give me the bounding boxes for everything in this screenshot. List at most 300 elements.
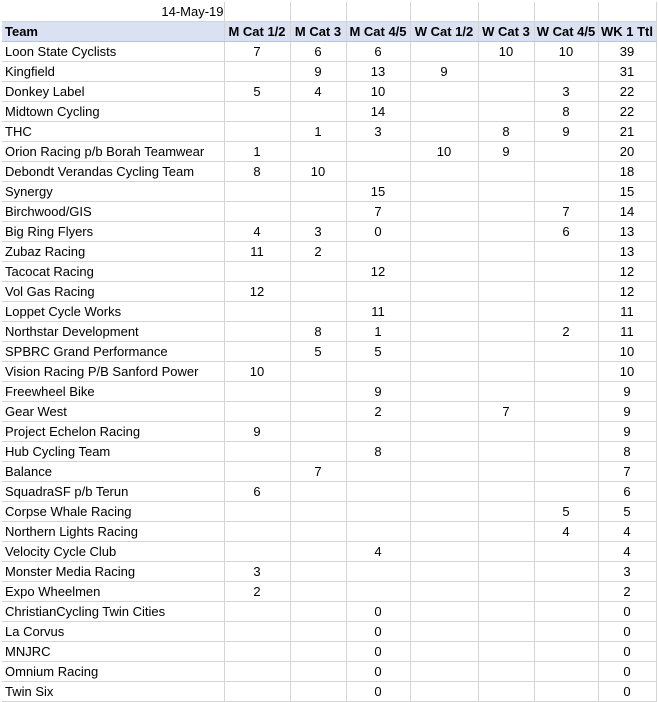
m-cat-4-5-cell[interactable]: 5 (346, 342, 410, 362)
w-cat-1-2-cell[interactable] (410, 382, 478, 402)
m-cat-4-5-cell[interactable] (346, 522, 410, 542)
m-cat-1-2-cell[interactable] (224, 182, 290, 202)
header-row (2, 22, 656, 42)
team-name-cell[interactable]: Omnium Racing (2, 662, 224, 682)
team-name-cell[interactable]: Kingfield (2, 62, 224, 82)
m-cat-4-5-cell[interactable]: 0 (346, 642, 410, 662)
wk1-total-cell[interactable]: 8 (598, 442, 656, 462)
header-team[interactable]: Team (2, 22, 224, 42)
table-body (2, 2, 656, 702)
w-cat-1-2-cell[interactable]: 9 (410, 62, 478, 82)
m-cat-1-2-cell[interactable] (224, 302, 290, 322)
table-row (2, 302, 656, 322)
m-cat-1-2-cell[interactable]: 12 (224, 282, 290, 302)
empty-cell[interactable] (598, 2, 656, 22)
m-cat-3-cell[interactable] (290, 142, 346, 162)
wk1-total-cell[interactable]: 10 (598, 362, 656, 382)
table-row (2, 542, 656, 562)
table-row (2, 662, 656, 682)
wk1-total-cell[interactable]: 0 (598, 622, 656, 642)
m-cat-3-cell[interactable] (290, 482, 346, 502)
w-cat-1-2-cell[interactable] (410, 422, 478, 442)
wk1-total-cell[interactable]: 31 (598, 62, 656, 82)
m-cat-4-5-cell[interactable]: 0 (346, 222, 410, 242)
w-cat-3-cell[interactable] (478, 642, 534, 662)
m-cat-1-2-cell[interactable] (224, 542, 290, 562)
w-cat-3-cell[interactable] (478, 562, 534, 582)
wk1-total-cell[interactable]: 7 (598, 462, 656, 482)
w-cat-3-cell[interactable] (478, 102, 534, 122)
m-cat-1-2-cell[interactable] (224, 402, 290, 422)
w-cat-4-5-cell[interactable]: 6 (534, 222, 598, 242)
team-name-cell[interactable]: Freewheel Bike (2, 382, 224, 402)
w-cat-1-2-cell[interactable] (410, 222, 478, 242)
table-row (2, 462, 656, 482)
table-row (2, 242, 656, 262)
m-cat-1-2-cell[interactable]: 3 (224, 562, 290, 582)
w-cat-3-cell[interactable]: 8 (478, 122, 534, 142)
m-cat-1-2-cell[interactable]: 5 (224, 82, 290, 102)
wk1-total-cell[interactable]: 2 (598, 582, 656, 602)
wk1-total-cell[interactable]: 12 (598, 262, 656, 282)
wk1-total-cell[interactable]: 9 (598, 402, 656, 422)
wk1-total-cell[interactable]: 6 (598, 482, 656, 502)
m-cat-1-2-cell[interactable]: 1 (224, 142, 290, 162)
m-cat-3-cell[interactable] (290, 442, 346, 462)
m-cat-3-cell[interactable] (290, 382, 346, 402)
w-cat-1-2-cell[interactable] (410, 622, 478, 642)
w-cat-4-5-cell[interactable] (534, 142, 598, 162)
wk1-total-cell[interactable]: 0 (598, 682, 656, 702)
w-cat-1-2-cell[interactable] (410, 442, 478, 462)
w-cat-1-2-cell[interactable] (410, 302, 478, 322)
wk1-total-cell[interactable]: 13 (598, 222, 656, 242)
w-cat-1-2-cell[interactable] (410, 582, 478, 602)
m-cat-4-5-cell[interactable] (346, 242, 410, 262)
w-cat-1-2-cell[interactable] (410, 162, 478, 182)
w-cat-3-cell[interactable] (478, 162, 534, 182)
team-name-cell[interactable]: Twin Six (2, 682, 224, 702)
date-cell[interactable]: 14-May-19 (2, 2, 224, 22)
team-name-cell[interactable]: SquadraSF p/b Terun (2, 482, 224, 502)
m-cat-4-5-cell[interactable]: 8 (346, 442, 410, 462)
m-cat-1-2-cell[interactable] (224, 682, 290, 702)
wk1-total-cell[interactable]: 13 (598, 242, 656, 262)
wk1-total-cell[interactable]: 0 (598, 642, 656, 662)
w-cat-4-5-cell[interactable]: 3 (534, 82, 598, 102)
w-cat-4-5-cell[interactable] (534, 342, 598, 362)
w-cat-3-cell[interactable] (478, 262, 534, 282)
w-cat-4-5-cell[interactable] (534, 682, 598, 702)
m-cat-1-2-cell[interactable] (224, 62, 290, 82)
m-cat-1-2-cell[interactable] (224, 462, 290, 482)
w-cat-4-5-cell[interactable] (534, 462, 598, 482)
table-row (2, 642, 656, 662)
table-row (2, 382, 656, 402)
m-cat-4-5-cell[interactable]: 0 (346, 662, 410, 682)
w-cat-4-5-cell[interactable]: 7 (534, 202, 598, 222)
wk1-total-cell[interactable]: 15 (598, 182, 656, 202)
team-name-cell[interactable]: Project Echelon Racing (2, 422, 224, 442)
m-cat-4-5-cell[interactable]: 7 (346, 202, 410, 222)
w-cat-1-2-cell[interactable] (410, 462, 478, 482)
m-cat-1-2-cell[interactable]: 2 (224, 582, 290, 602)
w-cat-3-cell[interactable] (478, 442, 534, 462)
m-cat-1-2-cell[interactable] (224, 662, 290, 682)
wk1-total-cell[interactable]: 21 (598, 122, 656, 142)
m-cat-4-5-cell[interactable] (346, 142, 410, 162)
table-row (2, 202, 656, 222)
w-cat-4-5-cell[interactable] (534, 182, 598, 202)
w-cat-4-5-cell[interactable]: 8 (534, 102, 598, 122)
header-wk1-total[interactable]: WK 1 Ttl (598, 22, 656, 42)
m-cat-3-cell[interactable] (290, 262, 346, 282)
m-cat-3-cell[interactable] (290, 642, 346, 662)
header-m-cat-1-2[interactable]: M Cat 1/2 (224, 22, 290, 42)
header-w-cat-4-5[interactable]: W Cat 4/5 (534, 22, 598, 42)
m-cat-4-5-cell[interactable] (346, 362, 410, 382)
table-row (2, 422, 656, 442)
m-cat-1-2-cell[interactable]: 11 (224, 242, 290, 262)
table-row (2, 482, 656, 502)
team-name-cell[interactable]: Expo Wheelmen (2, 582, 224, 602)
w-cat-1-2-cell[interactable] (410, 102, 478, 122)
empty-cell[interactable] (346, 2, 410, 22)
w-cat-4-5-cell[interactable] (534, 562, 598, 582)
w-cat-1-2-cell[interactable] (410, 542, 478, 562)
empty-cell[interactable] (410, 2, 478, 22)
w-cat-3-cell[interactable] (478, 362, 534, 382)
w-cat-3-cell[interactable] (478, 322, 534, 342)
m-cat-3-cell[interactable]: 1 (290, 122, 346, 142)
w-cat-3-cell[interactable] (478, 342, 534, 362)
m-cat-1-2-cell[interactable] (224, 342, 290, 362)
w-cat-4-5-cell[interactable] (534, 542, 598, 562)
wk1-total-cell[interactable]: 11 (598, 302, 656, 322)
w-cat-4-5-cell[interactable] (534, 282, 598, 302)
wk1-total-cell[interactable]: 4 (598, 542, 656, 562)
w-cat-3-cell[interactable] (478, 222, 534, 242)
w-cat-4-5-cell[interactable] (534, 362, 598, 382)
w-cat-3-cell[interactable] (478, 62, 534, 82)
w-cat-4-5-cell[interactable] (534, 642, 598, 662)
m-cat-3-cell[interactable] (290, 182, 346, 202)
team-name-cell[interactable]: Northern Lights Racing (2, 522, 224, 542)
w-cat-1-2-cell[interactable] (410, 342, 478, 362)
table-row (2, 182, 656, 202)
table-row (2, 322, 656, 342)
w-cat-4-5-cell[interactable] (534, 622, 598, 642)
w-cat-1-2-cell[interactable] (410, 562, 478, 582)
w-cat-1-2-cell[interactable] (410, 82, 478, 102)
w-cat-3-cell[interactable] (478, 462, 534, 482)
w-cat-1-2-cell[interactable] (410, 122, 478, 142)
w-cat-3-cell[interactable] (478, 582, 534, 602)
w-cat-3-cell[interactable] (478, 282, 534, 302)
w-cat-4-5-cell[interactable] (534, 442, 598, 462)
w-cat-4-5-cell[interactable] (534, 602, 598, 622)
team-name-cell[interactable]: Balance (2, 462, 224, 482)
team-name-cell[interactable]: Tacocat Racing (2, 262, 224, 282)
m-cat-3-cell[interactable] (290, 622, 346, 642)
m-cat-4-5-cell[interactable] (346, 502, 410, 522)
w-cat-3-cell[interactable] (478, 662, 534, 682)
m-cat-3-cell[interactable] (290, 682, 346, 702)
team-name-cell[interactable]: Big Ring Flyers (2, 222, 224, 242)
m-cat-3-cell[interactable]: 7 (290, 462, 346, 482)
team-name-cell[interactable]: Northstar Development (2, 322, 224, 342)
header-w-cat-3[interactable]: W Cat 3 (478, 22, 534, 42)
wk1-total-cell[interactable]: 9 (598, 422, 656, 442)
m-cat-1-2-cell[interactable] (224, 522, 290, 542)
team-name-cell[interactable]: La Corvus (2, 622, 224, 642)
w-cat-3-cell[interactable] (478, 182, 534, 202)
m-cat-1-2-cell[interactable] (224, 322, 290, 342)
m-cat-3-cell[interactable] (290, 362, 346, 382)
w-cat-1-2-cell[interactable] (410, 402, 478, 422)
m-cat-3-cell[interactable] (290, 302, 346, 322)
m-cat-1-2-cell[interactable] (224, 122, 290, 142)
m-cat-1-2-cell[interactable]: 8 (224, 162, 290, 182)
m-cat-3-cell[interactable]: 10 (290, 162, 346, 182)
table-row (2, 142, 656, 162)
wk1-total-cell[interactable]: 22 (598, 102, 656, 122)
m-cat-4-5-cell[interactable] (346, 482, 410, 502)
w-cat-3-cell[interactable] (478, 82, 534, 102)
w-cat-1-2-cell[interactable] (410, 42, 478, 62)
w-cat-4-5-cell[interactable] (534, 262, 598, 282)
table-row (2, 362, 656, 382)
w-cat-1-2-cell[interactable] (410, 282, 478, 302)
team-name-cell[interactable]: Donkey Label (2, 82, 224, 102)
team-name-cell[interactable]: THC (2, 122, 224, 142)
w-cat-3-cell[interactable] (478, 682, 534, 702)
m-cat-4-5-cell[interactable]: 6 (346, 42, 410, 62)
m-cat-4-5-cell[interactable]: 0 (346, 682, 410, 702)
m-cat-3-cell[interactable]: 2 (290, 242, 346, 262)
w-cat-3-cell[interactable] (478, 202, 534, 222)
w-cat-4-5-cell[interactable] (534, 482, 598, 502)
m-cat-4-5-cell[interactable]: 12 (346, 262, 410, 282)
m-cat-1-2-cell[interactable]: 10 (224, 362, 290, 382)
w-cat-1-2-cell[interactable] (410, 322, 478, 342)
w-cat-4-5-cell[interactable] (534, 582, 598, 602)
w-cat-4-5-cell[interactable]: 5 (534, 502, 598, 522)
team-name-cell[interactable]: Vol Gas Racing (2, 282, 224, 302)
m-cat-1-2-cell[interactable] (224, 442, 290, 462)
w-cat-1-2-cell[interactable] (410, 502, 478, 522)
team-name-cell[interactable]: Velocity Cycle Club (2, 542, 224, 562)
wk1-total-cell[interactable]: 4 (598, 522, 656, 542)
w-cat-3-cell[interactable] (478, 382, 534, 402)
w-cat-4-5-cell[interactable] (534, 402, 598, 422)
m-cat-3-cell[interactable] (290, 602, 346, 622)
team-name-cell[interactable]: Hub Cycling Team (2, 442, 224, 462)
team-name-cell[interactable]: Debondt Verandas Cycling Team (2, 162, 224, 182)
m-cat-1-2-cell[interactable]: 7 (224, 42, 290, 62)
w-cat-4-5-cell[interactable] (534, 162, 598, 182)
m-cat-3-cell[interactable]: 5 (290, 342, 346, 362)
w-cat-1-2-cell[interactable] (410, 362, 478, 382)
w-cat-3-cell[interactable]: 9 (478, 142, 534, 162)
m-cat-3-cell[interactable] (290, 582, 346, 602)
wk1-total-cell[interactable]: 9 (598, 382, 656, 402)
wk1-total-cell[interactable]: 5 (598, 502, 656, 522)
w-cat-1-2-cell[interactable] (410, 602, 478, 622)
w-cat-1-2-cell[interactable] (410, 682, 478, 702)
standings-table (2, 2, 657, 702)
w-cat-1-2-cell[interactable] (410, 182, 478, 202)
w-cat-4-5-cell[interactable] (534, 302, 598, 322)
m-cat-3-cell[interactable] (290, 202, 346, 222)
m-cat-4-5-cell[interactable] (346, 462, 410, 482)
m-cat-3-cell[interactable] (290, 402, 346, 422)
header-m-cat-3[interactable]: M Cat 3 (290, 22, 346, 42)
m-cat-3-cell[interactable]: 9 (290, 62, 346, 82)
m-cat-3-cell[interactable]: 8 (290, 322, 346, 342)
wk1-total-cell[interactable]: 20 (598, 142, 656, 162)
team-name-cell[interactable]: Birchwood/GIS (2, 202, 224, 222)
w-cat-1-2-cell[interactable] (410, 662, 478, 682)
team-name-cell[interactable]: Midtown Cycling (2, 102, 224, 122)
m-cat-1-2-cell[interactable] (224, 382, 290, 402)
w-cat-3-cell[interactable] (478, 542, 534, 562)
m-cat-4-5-cell[interactable]: 10 (346, 82, 410, 102)
w-cat-3-cell[interactable] (478, 522, 534, 542)
w-cat-4-5-cell[interactable]: 9 (534, 122, 598, 142)
wk1-total-cell[interactable]: 22 (598, 82, 656, 102)
m-cat-1-2-cell[interactable]: 4 (224, 222, 290, 242)
empty-cell[interactable] (534, 2, 598, 22)
team-name-cell[interactable]: ChristianCycling Twin Cities (2, 602, 224, 622)
m-cat-4-5-cell[interactable] (346, 422, 410, 442)
w-cat-4-5-cell[interactable] (534, 422, 598, 442)
m-cat-4-5-cell[interactable] (346, 562, 410, 582)
w-cat-3-cell[interactable] (478, 242, 534, 262)
w-cat-1-2-cell[interactable] (410, 482, 478, 502)
m-cat-4-5-cell[interactable]: 2 (346, 402, 410, 422)
team-name-cell[interactable]: Loon State Cyclists (2, 42, 224, 62)
m-cat-4-5-cell[interactable] (346, 162, 410, 182)
team-name-cell[interactable]: Gear West (2, 402, 224, 422)
m-cat-1-2-cell[interactable] (224, 262, 290, 282)
m-cat-1-2-cell[interactable]: 9 (224, 422, 290, 442)
m-cat-3-cell[interactable] (290, 562, 346, 582)
team-name-cell[interactable]: SPBRC Grand Performance (2, 342, 224, 362)
wk1-total-cell[interactable]: 14 (598, 202, 656, 222)
team-name-cell[interactable]: MNJRC (2, 642, 224, 662)
m-cat-3-cell[interactable]: 3 (290, 222, 346, 242)
w-cat-3-cell[interactable] (478, 422, 534, 442)
empty-cell[interactable] (224, 2, 290, 22)
w-cat-4-5-cell[interactable]: 2 (534, 322, 598, 342)
m-cat-1-2-cell[interactable] (224, 602, 290, 622)
m-cat-4-5-cell[interactable]: 14 (346, 102, 410, 122)
m-cat-3-cell[interactable]: 6 (290, 42, 346, 62)
w-cat-1-2-cell[interactable] (410, 262, 478, 282)
w-cat-3-cell[interactable] (478, 622, 534, 642)
w-cat-3-cell[interactable] (478, 482, 534, 502)
wk1-total-cell[interactable]: 0 (598, 662, 656, 682)
w-cat-3-cell[interactable]: 10 (478, 42, 534, 62)
m-cat-3-cell[interactable] (290, 522, 346, 542)
w-cat-3-cell[interactable] (478, 602, 534, 622)
wk1-total-cell[interactable]: 3 (598, 562, 656, 582)
m-cat-1-2-cell[interactable]: 6 (224, 482, 290, 502)
w-cat-3-cell[interactable]: 7 (478, 402, 534, 422)
m-cat-4-5-cell[interactable]: 0 (346, 602, 410, 622)
m-cat-3-cell[interactable] (290, 422, 346, 442)
m-cat-4-5-cell[interactable]: 3 (346, 122, 410, 142)
wk1-total-cell[interactable]: 0 (598, 602, 656, 622)
m-cat-4-5-cell[interactable]: 15 (346, 182, 410, 202)
m-cat-1-2-cell[interactable] (224, 642, 290, 662)
m-cat-1-2-cell[interactable] (224, 622, 290, 642)
w-cat-3-cell[interactable] (478, 302, 534, 322)
w-cat-1-2-cell[interactable] (410, 242, 478, 262)
team-name-cell[interactable]: Vision Racing P/B Sanford Power (2, 362, 224, 382)
w-cat-4-5-cell[interactable] (534, 62, 598, 82)
wk1-total-cell[interactable]: 11 (598, 322, 656, 342)
wk1-total-cell[interactable]: 18 (598, 162, 656, 182)
m-cat-3-cell[interactable] (290, 502, 346, 522)
team-name-cell[interactable]: Zubaz Racing (2, 242, 224, 262)
w-cat-4-5-cell[interactable] (534, 382, 598, 402)
team-name-cell[interactable]: Synergy (2, 182, 224, 202)
header-m-cat-4-5[interactable]: M Cat 4/5 (346, 22, 410, 42)
team-name-cell[interactable]: Monster Media Racing (2, 562, 224, 582)
m-cat-3-cell[interactable] (290, 282, 346, 302)
m-cat-3-cell[interactable]: 4 (290, 82, 346, 102)
table-row (2, 522, 656, 542)
team-name-cell[interactable]: Orion Racing p/b Borah Teamwear (2, 142, 224, 162)
m-cat-3-cell[interactable] (290, 662, 346, 682)
empty-cell[interactable] (478, 2, 534, 22)
w-cat-4-5-cell[interactable]: 4 (534, 522, 598, 542)
m-cat-4-5-cell[interactable]: 13 (346, 62, 410, 82)
m-cat-4-5-cell[interactable]: 1 (346, 322, 410, 342)
m-cat-1-2-cell[interactable] (224, 502, 290, 522)
m-cat-4-5-cell[interactable] (346, 282, 410, 302)
m-cat-3-cell[interactable] (290, 102, 346, 122)
w-cat-1-2-cell[interactable] (410, 642, 478, 662)
wk1-total-cell[interactable]: 39 (598, 42, 656, 62)
wk1-total-cell[interactable]: 12 (598, 282, 656, 302)
m-cat-4-5-cell[interactable]: 4 (346, 542, 410, 562)
w-cat-4-5-cell[interactable]: 10 (534, 42, 598, 62)
empty-cell[interactable] (290, 2, 346, 22)
m-cat-4-5-cell[interactable]: 9 (346, 382, 410, 402)
m-cat-4-5-cell[interactable] (346, 582, 410, 602)
team-name-cell[interactable]: Loppet Cycle Works (2, 302, 224, 322)
m-cat-1-2-cell[interactable] (224, 202, 290, 222)
w-cat-4-5-cell[interactable] (534, 242, 598, 262)
header-w-cat-1-2[interactable]: W Cat 1/2 (410, 22, 478, 42)
m-cat-4-5-cell[interactable]: 11 (346, 302, 410, 322)
w-cat-1-2-cell[interactable]: 10 (410, 142, 478, 162)
m-cat-3-cell[interactable] (290, 542, 346, 562)
m-cat-4-5-cell[interactable]: 0 (346, 622, 410, 642)
w-cat-4-5-cell[interactable] (534, 662, 598, 682)
m-cat-1-2-cell[interactable] (224, 102, 290, 122)
table-row (2, 402, 656, 422)
w-cat-1-2-cell[interactable] (410, 202, 478, 222)
w-cat-1-2-cell[interactable] (410, 522, 478, 542)
table-row (2, 122, 656, 142)
team-name-cell[interactable]: Corpse Whale Racing (2, 502, 224, 522)
w-cat-3-cell[interactable] (478, 502, 534, 522)
wk1-total-cell[interactable]: 10 (598, 342, 656, 362)
